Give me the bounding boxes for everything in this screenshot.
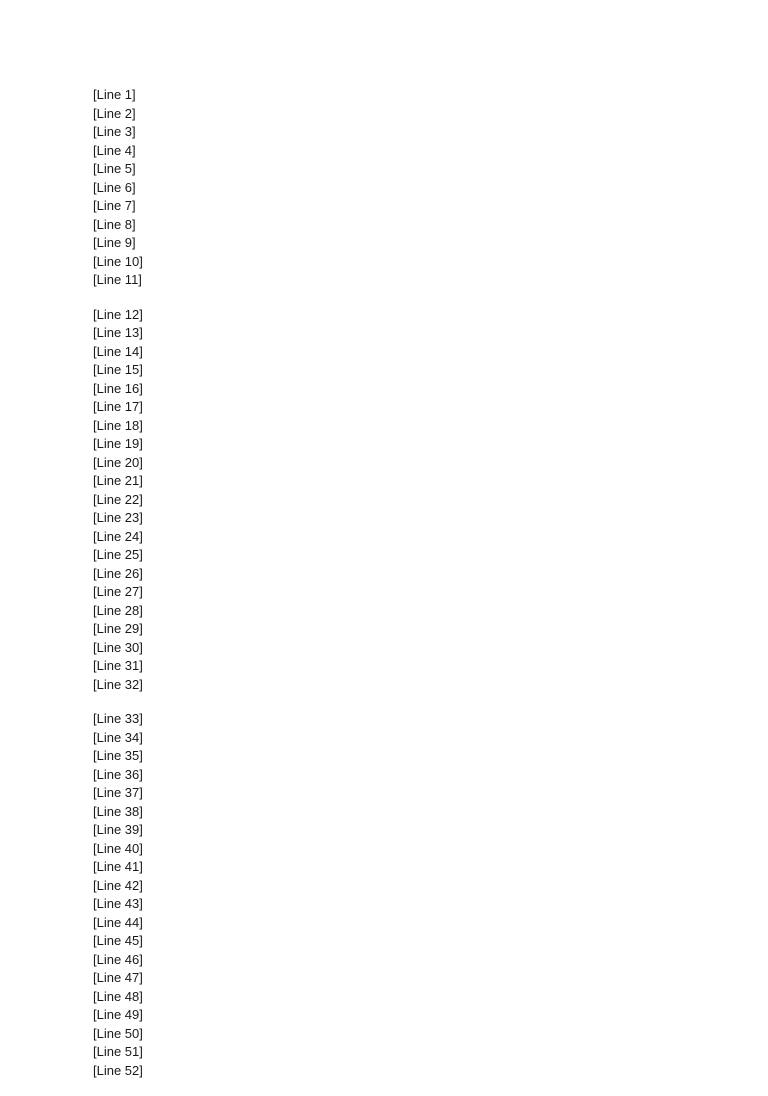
paragraph-1 xyxy=(93,86,678,290)
text-line: [Line 3] xyxy=(93,124,136,139)
text-line: [Line 44] xyxy=(93,914,143,930)
text-line: [Line 11] xyxy=(93,272,142,287)
text-line: [Line 7] xyxy=(93,198,136,213)
text-line: [Line 50] xyxy=(93,1025,143,1041)
text-line: [Line 42] xyxy=(93,877,143,893)
text-line: [Line 39] xyxy=(93,822,143,837)
text-line: [Line 20] xyxy=(93,454,143,470)
text-line: [Line 49] xyxy=(93,1007,143,1022)
text-line: [Line 45] xyxy=(93,933,143,948)
text-line: [Line 15] xyxy=(93,362,143,377)
text-line: [Line 52] xyxy=(93,1062,143,1078)
text-line: [Line 26] xyxy=(93,565,143,581)
text-line: [Line 40] xyxy=(93,840,143,856)
text-line: [Line 6] xyxy=(93,179,136,195)
text-line: [Line 18] xyxy=(93,417,143,433)
text-line: [Line 12] xyxy=(93,306,143,322)
document-page xyxy=(93,86,678,1096)
text-line: [Line 5] xyxy=(93,161,136,176)
text-line: [Line 27] xyxy=(93,584,143,599)
text-line: [Line 37] xyxy=(93,785,143,800)
text-line: [Line 47] xyxy=(93,970,143,985)
text-line: [Line 24] xyxy=(93,528,143,544)
text-line: [Line 36] xyxy=(93,766,143,782)
text-line: [Line 4] xyxy=(93,142,136,158)
text-line: [Line 17] xyxy=(93,399,143,414)
text-line: [Line 35] xyxy=(93,748,143,763)
text-line: [Line 2] xyxy=(93,105,136,121)
text-line: [Line 31] xyxy=(93,658,143,673)
text-line: [Line 28] xyxy=(93,602,143,618)
text-line: [Line 19] xyxy=(93,436,143,451)
text-line: [Line 32] xyxy=(93,676,143,692)
text-line: [Line 9] xyxy=(93,235,136,250)
text-line: [Line 21] xyxy=(93,473,143,488)
text-line: [Line 29] xyxy=(93,621,143,636)
text-line: [Line 8] xyxy=(93,216,136,232)
text-line: [Line 46] xyxy=(93,951,143,967)
text-line: [Line 23] xyxy=(93,510,143,525)
text-line: [Line 51] xyxy=(93,1044,143,1059)
text-line: [Line 43] xyxy=(93,896,143,911)
text-line: [Line 1] xyxy=(93,87,136,102)
text-line: [Line 38] xyxy=(93,803,143,819)
text-line: [Line 48] xyxy=(93,988,143,1004)
text-line: [Line 33] xyxy=(93,711,143,726)
text-line: [Line 10] xyxy=(93,253,143,269)
text-line: [Line 34] xyxy=(93,729,143,745)
text-line: [Line 41] xyxy=(93,859,143,874)
text-line: [Line 25] xyxy=(93,547,143,562)
paragraph-2 xyxy=(93,306,678,695)
text-line: [Line 13] xyxy=(93,325,143,340)
paragraph-3 xyxy=(93,710,678,1080)
text-line: [Line 22] xyxy=(93,491,143,507)
text-line: [Line 30] xyxy=(93,639,143,655)
text-line: [Line 16] xyxy=(93,380,143,396)
text-line: [Line 14] xyxy=(93,343,143,359)
